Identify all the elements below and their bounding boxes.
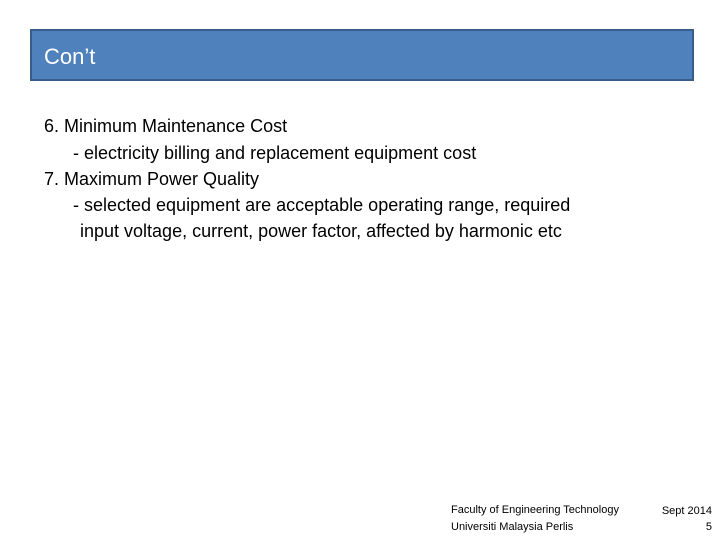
footer-page-number: 5 [705,521,712,533]
list-item-7-heading: 7. Maximum Power Quality [44,169,260,189]
slide-title: Con’t [44,44,96,69]
footer-date: Sept 2014 [661,505,712,517]
footer-faculty: Faculty of Engineering Technology [451,504,619,516]
slide-title-bar [30,29,694,81]
list-item-6-heading: 6. Minimum Maintenance Cost [44,116,288,136]
footer-university: Universiti Malaysia Perlis [451,521,574,533]
list-item-6-detail: - electricity billing and replacement equipment cost [73,143,477,163]
list-item-7-detail-line1: - selected equipment are acceptable operating range, required [73,195,571,215]
list-item-7-detail-line2: input voltage, current, power factor, affected by harmonic etc [80,221,562,241]
